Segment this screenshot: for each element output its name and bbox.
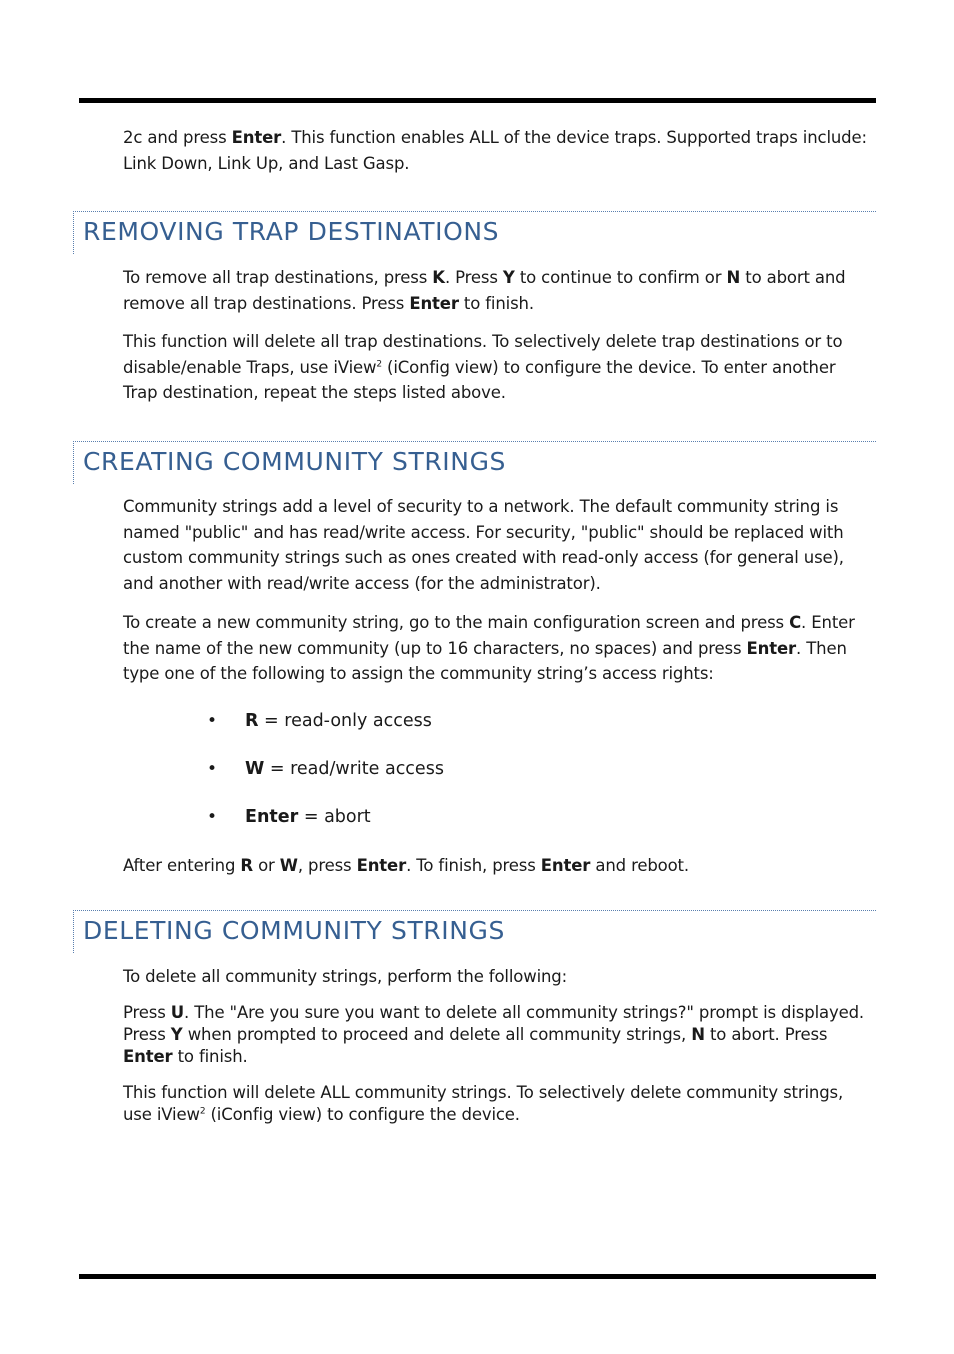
heading-creating-community-strings: CREATING COMMUNITY STRINGS: [83, 447, 507, 476]
list-item: • W = read/write access: [205, 754, 444, 802]
creating-paragraph-2: To create a new community string, go to the main configuration screen and press C. Enter the name of the new community (up to 16 characters, no spaces) and press Enter. Then type one of the following to assign the community string’s access rights:: [123, 613, 855, 683]
deleting-paragraph-3: This function will delete ALL community strings. To selectively delete community strings, use iView$^2$ (iConfig view) to configure the device.: [123, 1083, 844, 1124]
section-deleting-community-strings: [73, 910, 876, 953]
bullet-icon: •: [207, 759, 218, 779]
heading-removing-trap-destinations: REMOVING TRAP DESTINATIONS: [83, 217, 500, 246]
heading-deleting-community-strings: DELETING COMMUNITY STRINGS: [83, 916, 505, 945]
list-item: • R = read-only access: [205, 706, 444, 754]
list-item: • Enter = abort: [205, 802, 444, 850]
deleting-paragraph-2: Press U. The "Are you sure you want to delete all community strings?" prompt is displayed. Press Y when prompted to proceed and delete all community strings, N to abort. Press Enter to finish.: [123, 1003, 865, 1066]
deleting-paragraph-1: To delete all community strings, perform the following:: [123, 967, 568, 986]
removing-paragraph-1: To remove all trap destinations, press K. Press Y to continue to confirm or N to abort and remove all trap destinations. Press Enter to finish.: [123, 268, 846, 313]
section-removing-trap-destinations: [73, 211, 876, 254]
access-rights-list: [205, 706, 444, 850]
section-creating-community-strings: [73, 441, 876, 484]
creating-paragraph-1: Community strings add a level of security to a network. The default community string is named "public" and has read/write access. For security, "public" should be replaced with custom community strings such as ones created with read-only access (for general use), and another with read/write access (for the administrator).: [123, 497, 844, 593]
bottom-rule: [79, 1274, 876, 1279]
intro-paragraph: 2c and press Enter. This function enables ALL of the device traps. Supported traps include: Link Down, Link Up, and Last Gasp.: [123, 128, 867, 173]
top-rule: [79, 98, 876, 103]
removing-paragraph-2: This function will delete all trap destinations. To selectively delete trap destinations or to disable/enable Traps, use iView$^2$ (iConfig view) to configure the device. To enter another Trap destination, repeat the steps listed above.: [123, 332, 843, 402]
creating-paragraph-3: After entering R or W, press Enter. To finish, press Enter and reboot.: [123, 856, 689, 875]
bullet-icon: •: [207, 711, 218, 731]
bullet-icon: •: [207, 807, 218, 827]
